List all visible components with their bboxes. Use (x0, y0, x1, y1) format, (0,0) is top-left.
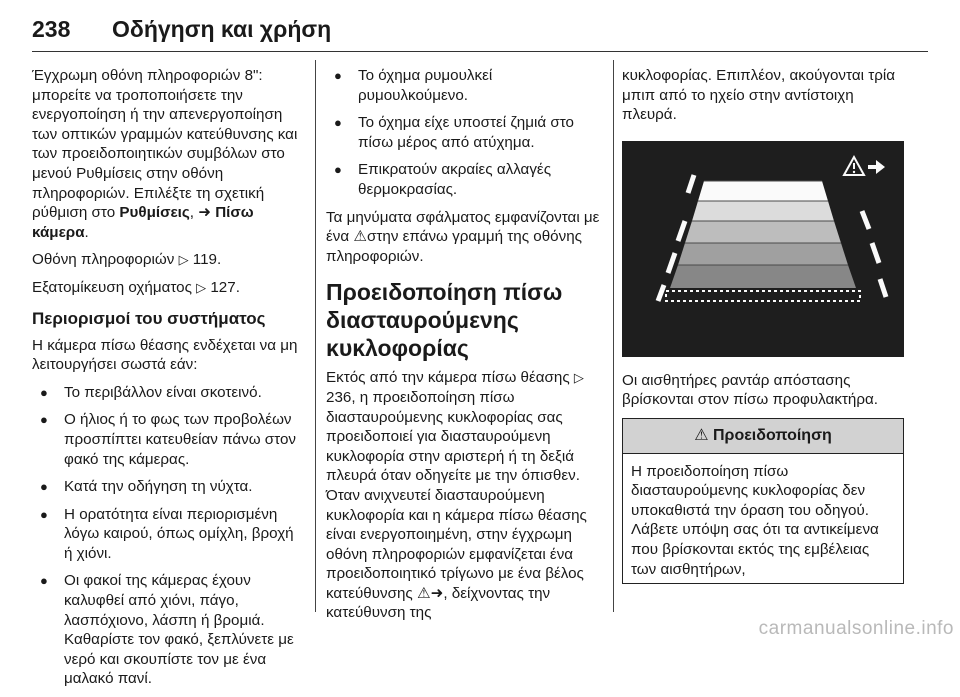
reference-link[interactable]: 127. (210, 278, 240, 296)
page-number: 238 (32, 16, 71, 42)
rcta-paragraph: Εκτός από την κάμερα πίσω θέασης ▷ 236, η προειδοποίηση πίσω διασταυρούμενης κυκλοφορίας σας προειδοποιεί για διασταυρούμενη κυκλοφορία στην αριστερή ή τη δεξιά πλευρά όταν οδηγείτε με την όπισθεν. Όταν ανιχνευτεί διασταυρούμενη κυκλοφορία και η κάμερα πίσω θέασης είναι ενεργοποιημένη, στην έγχρωμη οθόνη πληροφοριών εμφανίζεται ένα προειδοποιητικό τρίγωνο με ένα βέλος κατεύθυνσης ⚠➜, δείχνοντας την κατεύθυνση της (326, 369, 587, 622)
camera-view-illustration (622, 141, 904, 357)
list-item: ● Το όχημα ρυμουλκεί ρυμουλκούμενο. (326, 66, 604, 105)
error-messages-paragraph: Τα μηνύματα σφάλματος εμφανίζονται με ένα ⚠στην επάνω γραμμή της οθόνης πληροφοριών. (326, 208, 600, 265)
crossref-arrow-icon: ▷ (573, 370, 584, 386)
menu-arrow-icon: ➜ (198, 204, 211, 222)
warning-sign-icon: ⚠ (694, 426, 709, 444)
list-item: ● Κατά την οδήγηση τη νύχτα. (32, 477, 304, 497)
section-heading: Προειδοποίηση πίσω διασταυρούμενης κυκλοφορίας (326, 279, 563, 362)
page-header (32, 0, 928, 52)
watermark: carmanualsonline.info (758, 618, 954, 639)
limits-list-continued (326, 66, 604, 200)
warning-body: Η προειδοποίηση πίσω διασταυρούμενης κυκλοφορίας δεν υποκαθιστά την όραση του οδηγού. Λάβετε υπόψη σας ότι τα αντικείμενα που βρίσκονται εκτός της εμβέλειας των αισθητήρων, (631, 462, 879, 578)
column-3 (622, 66, 912, 584)
page-title: Οδήγηση και χρήση (112, 16, 332, 42)
continued-paragraph: κυκλοφορίας. Επιπλέον, ακούγονται τρία μπιπ από το ηχείο στην αντίστοιχη πλευρά. (622, 67, 895, 124)
reference-link[interactable]: 119. (192, 251, 222, 269)
header-divider (32, 51, 928, 52)
list-item: ● Το όχημα είχε υποστεί ζημιά στο πίσω μέρος από ατύχημα. (326, 113, 604, 152)
column-divider-2 (613, 60, 614, 612)
sensor-location-paragraph: Οι αισθητήρες ραντάρ απόστασης βρίσκονται στον πίσω προφυλακτήρα. (622, 371, 878, 409)
list-item: ● Οι φακοί της κάμερας έχουν καλυφθεί από χιόνι, πάγο, λασπόχιονο, λάσπη ή βρομιά. Καθαρίστε τον φακό, ξεπλύνετε με νερό και σκουπίστε τον με ένα μαλακό πανί. (32, 571, 304, 689)
intro-paragraph: Έγχρωμη οθόνη πληροφοριών 8": μπορείτε να τροποποιήσετε την ενεργοποίηση ή την απενεργοποίηση των οπτικών γραμμών κατεύθυνσης και των προειδοποιητικών συμβόλων στο μενού Ρυθμίσεις στην οθόνη πληροφοριών. Επιλέξτε τη σχετική ρύθμιση στο Ρυθμίσεις, ➜ Πίσω κάμερα. (32, 67, 298, 241)
rear-camera-display-image (622, 141, 904, 357)
column-divider-1 (315, 60, 316, 612)
warning-header (623, 419, 903, 454)
crossref-arrow-icon: ▷ (196, 279, 207, 295)
list-item: ● Η ορατότητα είναι περιορισμένη λόγω καιρού, όπως ομίχλη, βροχή ή χιόνι. (32, 505, 304, 564)
limits-intro: Η κάμερα πίσω θέασης ενδέχεται να μη λειτουργήσει σωστά εάν: (32, 336, 298, 374)
reference-display: Οθόνη πληροφοριών ▷ 119. (32, 251, 222, 269)
column-2 (326, 66, 604, 631)
list-item: ● Επικρατούν ακραίες αλλαγές θερμοκρασίας. (326, 160, 604, 199)
limits-heading: Περιορισμοί του συστήματος (32, 308, 266, 328)
warning-arrow-icon: ⚠➜ (416, 584, 444, 602)
reference-personalisation: Εξατομίκευση οχήματος ▷ 127. (32, 278, 240, 296)
menu-settings: Ρυθμίσεις (119, 204, 190, 222)
list-item: ● Το περιβάλλον είναι σκοτεινό. (32, 383, 304, 403)
column-1 (32, 66, 304, 697)
reference-link[interactable]: 236 (326, 388, 352, 406)
crossref-arrow-icon: ▷ (178, 252, 189, 268)
warning-triangle-icon: ⚠ (353, 228, 367, 246)
menu-rear-camera: Πίσω κάμερα (32, 204, 254, 241)
list-item: ● Ο ήλιος ή το φως των προβολέων προσπίπτει κατευθείαν πάνω στον φακό της κάμερας. (32, 410, 304, 469)
limits-list (32, 383, 304, 689)
warning-box (622, 418, 904, 584)
warning-title: Προειδοποίηση (712, 426, 832, 444)
